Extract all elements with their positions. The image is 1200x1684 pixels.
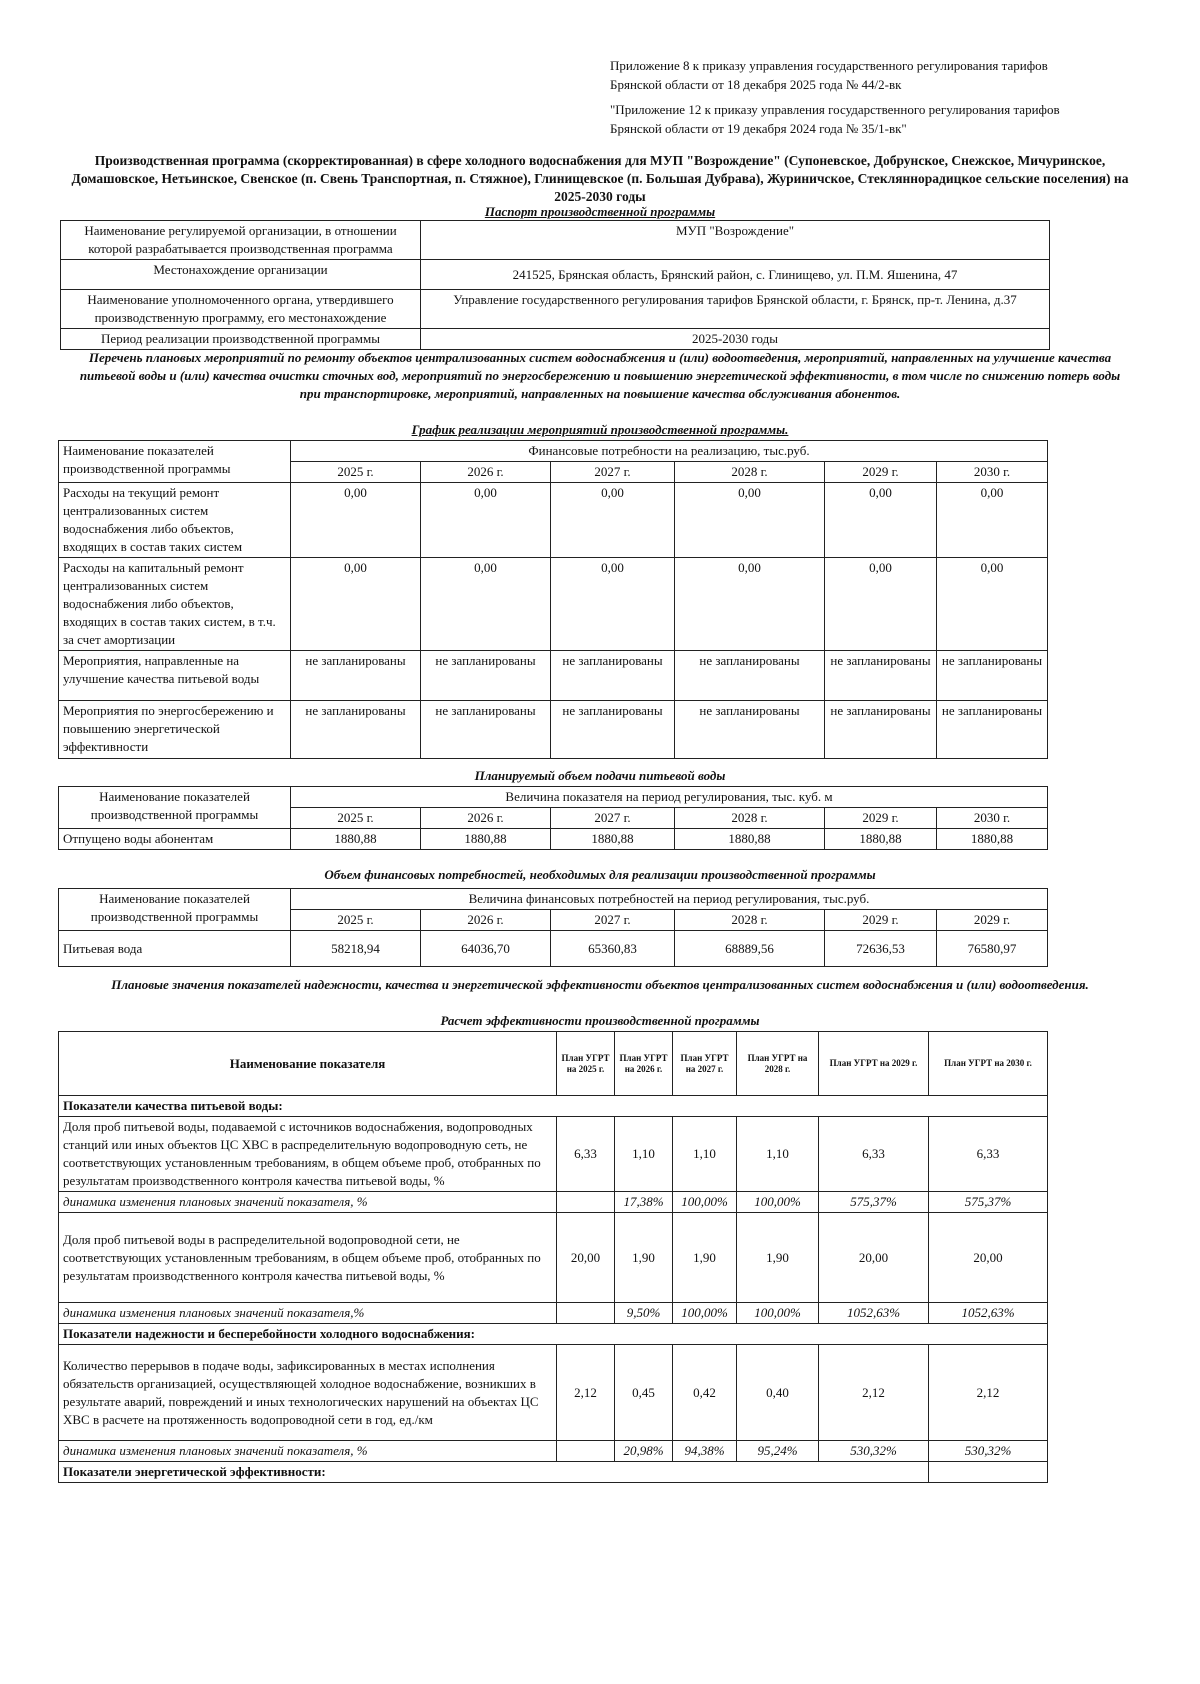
- cell-value: 1,10: [673, 1117, 737, 1192]
- cell-value: 94,38%: [673, 1441, 737, 1462]
- section-heading: Показатели энергетической эффективности:: [59, 1462, 929, 1483]
- year-header: План УГРТ на 2027 г.: [673, 1032, 737, 1096]
- cell-value: не запланированы: [551, 651, 675, 701]
- cell-value: 0,00: [291, 483, 421, 558]
- passport-value: Управление государственного регулирования тарифов Брянской области, г. Брянск, пр-т. Ленина, д.37: [421, 290, 1050, 329]
- passport-value: 2025-2030 годы: [421, 329, 1050, 350]
- cell-value: 1,90: [673, 1213, 737, 1303]
- year-header: 2027 г.: [551, 910, 675, 931]
- table-row: [59, 701, 1048, 759]
- cell-value: 0,00: [825, 558, 937, 651]
- column-header: Наименование показателей производственной программы: [59, 787, 291, 829]
- year-header: 2025 г.: [291, 910, 421, 931]
- year-header: 2028 г.: [675, 462, 825, 483]
- section-heading: Показатели качества питьевой воды:: [59, 1096, 1048, 1117]
- header-line: Брянской области от 19 декабря 2024 года № 35/1-вк": [610, 121, 907, 136]
- row-label: Доля проб питьевой воды в распределительной водопроводной сети, не соответствующих установленным требованиям, в общем объеме проб, отобранных по результатам производственного контроля качества питьевой воды, %: [59, 1213, 557, 1303]
- year-header: 2027 г.: [551, 808, 675, 829]
- cell-value: 100,00%: [673, 1192, 737, 1213]
- row-label: Количество перерывов в подаче воды, зафиксированных в местах исполнения обязательств организацией, осуществляющей холодное водоснабжение, возникших в результате аварий, повреждений и иных технологических нарушений на объектах ЦС ХВС в расчете на протяженность водопроводной сети в год, ед./км: [59, 1345, 557, 1441]
- cell-value: не запланированы: [291, 701, 421, 759]
- table-row: [59, 931, 1048, 967]
- cell-value: [557, 1441, 615, 1462]
- cell-value: 0,00: [675, 483, 825, 558]
- year-header: План УГРТ на 2025 г.: [557, 1032, 615, 1096]
- table-row: [59, 441, 1048, 462]
- cell-value: 0,42: [673, 1345, 737, 1441]
- cell-value: не запланированы: [937, 701, 1048, 759]
- column-header: Наименование показателей производственной программы: [59, 441, 291, 483]
- year-header: 2029 г.: [825, 910, 937, 931]
- passport-value: 241525, Брянская область, Брянский район, с. Глинищево, ул. П.М. Яшенина, 47: [421, 260, 1050, 290]
- cell-value: 100,00%: [737, 1303, 819, 1324]
- cell-value: 1880,88: [675, 829, 825, 850]
- group-header: Финансовые потребности на реализацию, тыс.руб.: [291, 441, 1048, 462]
- table-row: [59, 1462, 1048, 1483]
- cell-value: 1880,88: [825, 829, 937, 850]
- cell-value: 1052,63%: [929, 1303, 1048, 1324]
- cell-value: 76580,97: [937, 931, 1048, 967]
- cell-value: 95,24%: [737, 1441, 819, 1462]
- supply-caption: Планируемый объем подачи питьевой воды: [474, 768, 726, 783]
- cell-value: не запланированы: [675, 651, 825, 701]
- document-title: Производственная программа (скорректированная) в сфере холодного водоснабжения для МУП "Возрождение" (Супоневское, Добрунское, Снежское, Мичуринское, Домашовское, Нетьинское, Свенское (п. Свень Транспортная, п. Стяжное), Глинищевское (п. Большая Дубрава), Журиничское, Стекляннорадицкое сельские поселения) на 2025-2030 годы: [71, 153, 1129, 204]
- cell-value: 0,40: [737, 1345, 819, 1441]
- cell-value: 20,00: [557, 1213, 615, 1303]
- column-header: Наименование показателей производственной программы: [59, 889, 291, 931]
- cell-value: 0,00: [551, 558, 675, 651]
- cell-value: 58218,94: [291, 931, 421, 967]
- cell-value: 2,12: [557, 1345, 615, 1441]
- section-heading: Показатели надежности и бесперебойности холодного водоснабжения:: [59, 1324, 1048, 1345]
- row-label: Отпущено воды абонентам: [59, 829, 291, 850]
- cell-value: 72636,53: [825, 931, 937, 967]
- table-row: [59, 1117, 1048, 1192]
- year-header: 2026 г.: [421, 910, 551, 931]
- row-label: Питьевая вода: [59, 931, 291, 967]
- plan-caption: Плановые значения показателей надежности, качества и энергетической эффективности объектов централизованных систем водоснабжения и (или) водоотведения.: [111, 977, 1089, 992]
- year-header: 2029 г.: [825, 462, 937, 483]
- schedule-caption: График реализации мероприятий производственной программы.: [411, 422, 789, 437]
- cell-value: 0,00: [825, 483, 937, 558]
- cell-value: 64036,70: [421, 931, 551, 967]
- cell-value: 17,38%: [615, 1192, 673, 1213]
- schedule-table: [58, 440, 1048, 759]
- row-label: Мероприятия, направленные на улучшение качества питьевой воды: [59, 651, 291, 701]
- row-label: Расходы на текущий ремонт централизованных систем водоснабжения либо объектов, входящих в состав таких систем: [59, 483, 291, 558]
- table-row: [59, 651, 1048, 701]
- cell-value: 0,00: [551, 483, 675, 558]
- year-header: 2026 г.: [421, 462, 551, 483]
- header-line: "Приложение 12 к приказу управления государственного регулирования тарифов: [610, 102, 1060, 117]
- table-row: [59, 1096, 1048, 1117]
- table-row: [59, 889, 1048, 910]
- cell-value: 575,37%: [929, 1192, 1048, 1213]
- cell-value: не запланированы: [675, 701, 825, 759]
- cell-value: 0,00: [937, 558, 1048, 651]
- cell-value: 6,33: [557, 1117, 615, 1192]
- table-row: [59, 1324, 1048, 1345]
- cell-value: 0,00: [421, 558, 551, 651]
- year-header: План УГРТ на 2026 г.: [615, 1032, 673, 1096]
- cell-value: 0,00: [291, 558, 421, 651]
- row-label: динамика изменения плановых значений показателя, %: [59, 1192, 557, 1213]
- cell-value: не запланированы: [825, 651, 937, 701]
- cell-value: 20,00: [819, 1213, 929, 1303]
- cell-value: 6,33: [929, 1117, 1048, 1192]
- table-row: [59, 483, 1048, 558]
- year-header: 2028 г.: [675, 910, 825, 931]
- cell-value: 0,00: [421, 483, 551, 558]
- passport-label: Период реализации производственной программы: [61, 329, 421, 350]
- year-header: 2030 г.: [937, 808, 1048, 829]
- cell-value: 1052,63%: [819, 1303, 929, 1324]
- table-row: [59, 1303, 1048, 1324]
- cell-value: 2,12: [819, 1345, 929, 1441]
- cell-value: 1880,88: [421, 829, 551, 850]
- cell-value: не запланированы: [421, 651, 551, 701]
- cell-value: 68889,56: [675, 931, 825, 967]
- table-row: [61, 260, 1050, 290]
- cell-value: 575,37%: [819, 1192, 929, 1213]
- passport-label: Наименование уполномоченного органа, утвердившего производственную программу, его местонахождение: [61, 290, 421, 329]
- header-line: Приложение 8 к приказу управления государственного регулирования тарифов: [610, 58, 1048, 73]
- passport-label: Наименование регулируемой организации, в отношении которой разрабатывается производственная программа: [61, 221, 421, 260]
- cell-value: 100,00%: [673, 1303, 737, 1324]
- cell-value: 1,90: [737, 1213, 819, 1303]
- cell-value: 1880,88: [291, 829, 421, 850]
- cell-value: [929, 1462, 1048, 1483]
- group-header: Величина финансовых потребностей на период регулирования, тыс.руб.: [291, 889, 1048, 910]
- column-header: Наименование показателя: [59, 1032, 557, 1096]
- cell-value: 530,32%: [819, 1441, 929, 1462]
- cell-value: не запланированы: [421, 701, 551, 759]
- cell-value: 530,32%: [929, 1441, 1048, 1462]
- year-header: План УГРТ на 2028 г.: [737, 1032, 819, 1096]
- table-row: [59, 1192, 1048, 1213]
- cell-value: не запланированы: [291, 651, 421, 701]
- order-reference-2: [610, 100, 1060, 138]
- cell-value: 0,00: [937, 483, 1048, 558]
- cell-value: 1880,88: [937, 829, 1048, 850]
- row-label: Доля проб питьевой воды, подаваемой с источников водоснабжения, водопроводных станций или иных объектов ЦС ХВС в распределительную водопроводную сеть, не соответствующих установленным требованиям, в общем объеме проб, отобранных по результатам производственного контроля качества питьевой воды, %: [59, 1117, 557, 1192]
- efficiency-table: [58, 1031, 1048, 1483]
- table-row: [59, 829, 1048, 850]
- cell-value: 65360,83: [551, 931, 675, 967]
- row-label: Расходы на капитальный ремонт централизованных систем водоснабжения либо объектов, входящих в состав таких систем, в т.ч. за счет амортизации: [59, 558, 291, 651]
- finance-table: [58, 888, 1048, 967]
- supply-table: [58, 786, 1048, 850]
- year-header: 2030 г.: [937, 462, 1048, 483]
- cell-value: [557, 1303, 615, 1324]
- cell-value: 0,45: [615, 1345, 673, 1441]
- table-row: [59, 1213, 1048, 1303]
- cell-value: 1,10: [615, 1117, 673, 1192]
- order-reference-1: [610, 56, 1048, 94]
- passport-label: Местонахождение организации: [61, 260, 421, 290]
- cell-value: не запланированы: [937, 651, 1048, 701]
- passport-caption: Паспорт производственной программы: [484, 204, 716, 219]
- passport-value: МУП "Возрождение": [421, 221, 1050, 260]
- cell-value: 9,50%: [615, 1303, 673, 1324]
- cell-value: 1,90: [615, 1213, 673, 1303]
- measures-caption: Перечень плановых мероприятий по ремонту объектов централизованных систем водоснабжения и (или) водоотведения, мероприятий, направленных на улучшение качества питьевой воды и (или) качества очистки сточных вод, мероприятий по энергосбережению и повышению энергетической эффективности, в том числе по снижению потерь воды при транспортировке, мероприятий, направленных на повышение качества обслуживания абонентов.: [79, 350, 1121, 401]
- table-row: [59, 558, 1048, 651]
- row-label: Мероприятия по энергосбережению и повышению энергетической эффективности: [59, 701, 291, 759]
- year-header: 2029 г.: [937, 910, 1048, 931]
- year-header: План УГРТ на 2030 г.: [929, 1032, 1048, 1096]
- table-row: [61, 329, 1050, 350]
- cell-value: 1880,88: [551, 829, 675, 850]
- efficiency-caption: Расчет эффективности производственной программы: [440, 1013, 760, 1028]
- finance-caption: Объем финансовых потребностей, необходимых для реализации производственной программы: [324, 867, 876, 882]
- cell-value: не запланированы: [825, 701, 937, 759]
- year-header: 2025 г.: [291, 808, 421, 829]
- cell-value: 20,00: [929, 1213, 1048, 1303]
- year-header: 2026 г.: [421, 808, 551, 829]
- row-label: динамика изменения плановых значений показателя,%: [59, 1303, 557, 1324]
- cell-value: 2,12: [929, 1345, 1048, 1441]
- cell-value: [557, 1192, 615, 1213]
- cell-value: не запланированы: [551, 701, 675, 759]
- year-header: 2029 г.: [825, 808, 937, 829]
- header-line: Брянской области от 18 декабря 2025 года № 44/2-вк: [610, 77, 902, 92]
- cell-value: 1,10: [737, 1117, 819, 1192]
- table-row: [61, 221, 1050, 260]
- year-header: План УГРТ на 2029 г.: [819, 1032, 929, 1096]
- table-row: [59, 1345, 1048, 1441]
- row-label: динамика изменения плановых значений показателя, %: [59, 1441, 557, 1462]
- group-header: Величина показателя на период регулирования, тыс. куб. м: [291, 787, 1048, 808]
- year-header: 2025 г.: [291, 462, 421, 483]
- year-header: 2027 г.: [551, 462, 675, 483]
- cell-value: 20,98%: [615, 1441, 673, 1462]
- table-row: [59, 1032, 1048, 1096]
- cell-value: 6,33: [819, 1117, 929, 1192]
- table-row: [61, 290, 1050, 329]
- year-header: 2028 г.: [675, 808, 825, 829]
- passport-table: [60, 220, 1050, 350]
- table-row: [59, 787, 1048, 808]
- cell-value: 100,00%: [737, 1192, 819, 1213]
- table-row: [59, 1441, 1048, 1462]
- cell-value: 0,00: [675, 558, 825, 651]
